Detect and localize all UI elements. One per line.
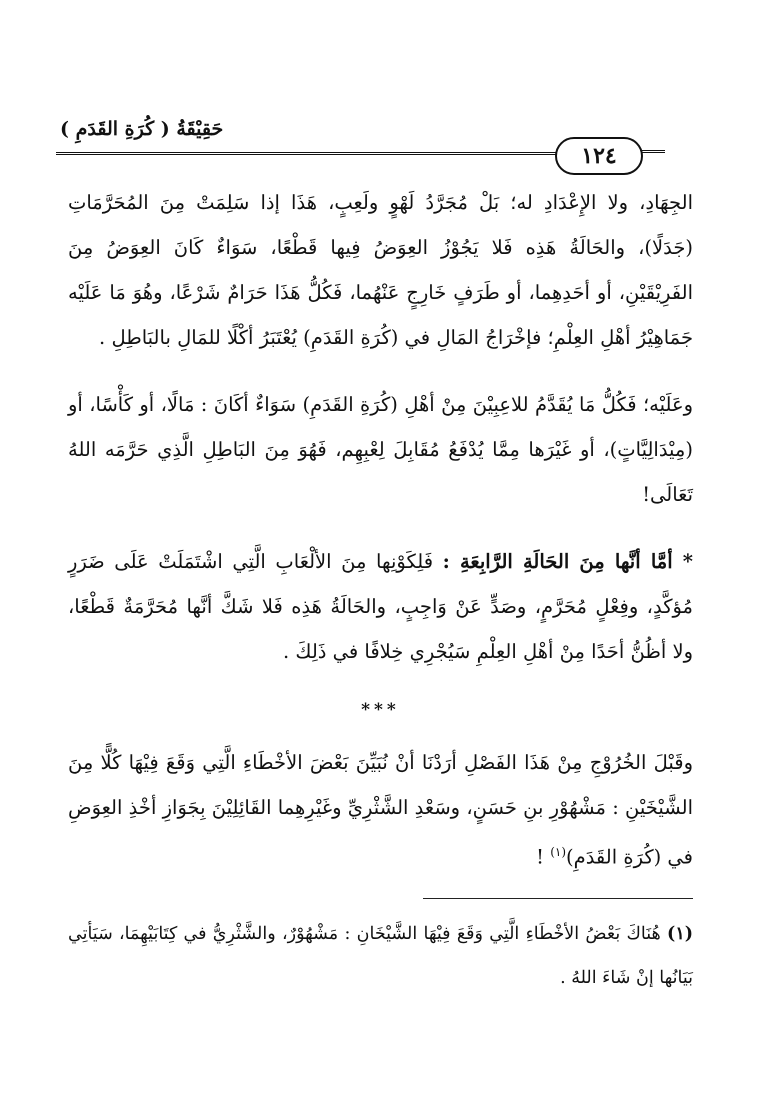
- running-title: حَقِيْقَةُ ( كُرَةِ القَدَمِ ): [60, 118, 224, 140]
- section-divider: ***: [361, 700, 400, 720]
- paragraph-4-text: وقَبْلَ الخُرُوْجِ مِنْ هَذَا الفَصْلِ أرَدْنَا أنْ نُبَيِّنَ بَعْضَ الأخْطَاءِ الَّتِي وَقَعَ فِيْهَا كُلًّا مِنَ الشَّيْخَيْنِ : مَشْهُوْرِ بنِ حَسَنٍ، وسَعْدِ الشَّثْرِيِّ وغَيْرِهِما القَائِلِيْنَ بِجَوَازِ أخْذِ العِوَضِ في (كُرَةِ القَدَمِ): [68, 751, 693, 869]
- main-text: [68, 180, 693, 880]
- footnote-number: (١): [667, 924, 693, 944]
- footnotes: [68, 912, 693, 1000]
- header-rule-tab: [641, 150, 665, 153]
- paragraph-1: الجِهَادِ، ولا الإِعْدَادِ له؛ بَلْ مُجَرَّدُ لَهْوٍ ولَعِبٍ، هَذَا إذا سَلِمَتْ مِنَ المُحَرَّمَاتِ (جَدَلًا)، والحَالَةُ هَذِه فَلا يَجُوْزُ العِوَضُ فِيها قَطْعًا، سَوَاءٌ كَانَ العِوَضُ مِنَ الفَرِيْقَيْنِ، أو أحَدِهِما، أو طَرَفٍ خَارِجٍ عَنْهُما، فَكُلُّ هَذَا حَرَامٌ شَرْعًا، وهُوَ مَا عَلَيْه جَمَاهِيْرُ أهْلِ العِلْمِ؛ فإخْرَاجُ المَالِ في (كُرَةِ القَدَمِ) يُعْتَبَرُ أكْلًا للمَالِ بالبَاطِلِ .: [68, 191, 693, 349]
- paragraph-3-text: فَلِكَوْنِها مِنَ الألْعَابِ الَّتِي اشْتَمَلَتْ عَلَى ضَرَرٍ مُؤكَّدٍ، وفِعْلٍ مُحَرَّمٍ، وصَدٍّ عَنْ وَاجِبٍ، والحَالَةُ هَذِه فَلا شَكَّ أنَّها مُحَرَّمَةٌ قَطْعًا، ولا أظُنُّ أحَدًا مِنْ أهْلِ العِلْمِ سَيُجْرِي خِلافًا في ذَلِكَ .: [68, 550, 693, 663]
- paragraph-3-lead: * أمَّا أنَّها مِنَ الحَالَةِ الرَّابِعَةِ :: [442, 550, 693, 573]
- page-number: ١٢٤: [555, 137, 643, 175]
- paragraph-4-end: !: [536, 845, 551, 869]
- paragraph-4: [68, 740, 693, 880]
- header-rule: [56, 152, 576, 155]
- footnote-rule: [423, 898, 693, 899]
- footnote-marker[interactable]: (١): [550, 845, 567, 859]
- paragraph-2: وعَلَيْه؛ فَكُلُّ مَا يُقَدَّمُ للاعِبِيْنَ مِنْ أهْلِ (كُرَةِ القَدَمِ) سَوَاءٌ أكَانَ : مَالًا، أو كَأْسًا، أو (مِيْدَالِيَّاتٍ)، أو غَيْرَها مِمَّا يُدْفَعُ مُقَابِلَ لِعْبِهِم، فَهُوَ مِنَ البَاطِلِ الَّذِي حَرَّمَه اللهُ تَعَالَى!: [68, 393, 693, 506]
- paragraph-3: [68, 539, 693, 674]
- footnote-text: هُنَاكَ بَعْضُ الأخْطَاءِ الَّتِي وَقَعَ فِيْهَا الشَّيْخَانِ : مَشْهُوْرٌ، والشَّثْرِيُّ في كِتَابَيْهِمَا، سَيَأتِي بَيَانُها إنْ شَاءَ اللهُ .: [68, 924, 693, 988]
